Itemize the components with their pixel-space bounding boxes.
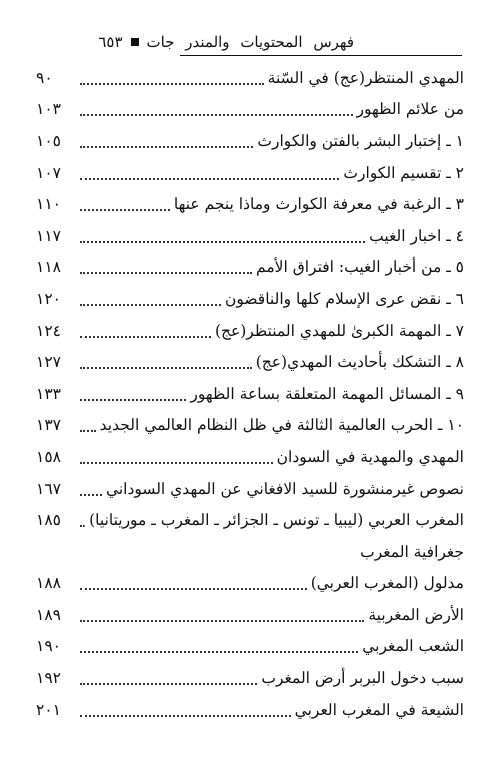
header-title: فهرس المحتويات والمندر جات bbox=[146, 33, 354, 51]
dot-leader bbox=[80, 697, 291, 717]
toc-entry-page: ٢٠١ bbox=[36, 700, 61, 719]
toc-entry-page: ١٦٧ bbox=[36, 479, 61, 498]
toc-entry-page: ١١٨ bbox=[36, 258, 61, 277]
toc-entry-page: ١٨٩ bbox=[36, 605, 61, 624]
toc-entry-page: ١٥٨ bbox=[36, 447, 61, 466]
toc-entry bbox=[36, 410, 464, 442]
toc-entry-title: ٥ ـ من أخبار الغيب: افتراق الأمم bbox=[256, 258, 464, 277]
toc-entry-page: ١٣٣ bbox=[36, 384, 61, 403]
dot-leader bbox=[80, 665, 257, 685]
toc-entry bbox=[36, 252, 464, 284]
toc-entry-page: ١١٠ bbox=[36, 195, 61, 214]
toc-entry bbox=[36, 378, 464, 410]
toc-entry-title: ٢ ـ تقسيم الكوارث bbox=[343, 163, 464, 182]
toc-entry bbox=[36, 94, 464, 126]
page-header bbox=[38, 30, 462, 54]
toc-entry bbox=[36, 157, 464, 189]
dot-leader bbox=[80, 223, 365, 243]
toc-entry-title: المهدي والمهدية في السودان bbox=[276, 447, 464, 466]
toc-entry-title: ٩ ـ المسائل المهمة المتعلقة بساعة الظهور bbox=[190, 384, 464, 403]
toc-entry-title: الأرض المغربية bbox=[368, 605, 464, 624]
dot-leader bbox=[80, 318, 211, 338]
toc-entry bbox=[36, 504, 464, 536]
toc-entry-title: ٣ ـ الرغبة في معرفة الكوارث وماذا ينجم عنها bbox=[173, 195, 464, 214]
toc-entry-page: ١٣٧ bbox=[36, 416, 61, 435]
dot-leader bbox=[80, 633, 358, 653]
dot-leader bbox=[80, 570, 307, 590]
toc-entry-page: ١٨٥ bbox=[36, 511, 61, 530]
dot-leader bbox=[80, 96, 353, 116]
toc-entry bbox=[36, 125, 464, 157]
toc-entry bbox=[36, 473, 464, 505]
toc-entry-page: ١٢٧ bbox=[36, 353, 61, 372]
dot-leader bbox=[80, 444, 273, 464]
dot-leader bbox=[80, 476, 102, 496]
dot-leader bbox=[80, 381, 186, 401]
toc-entry bbox=[36, 188, 464, 220]
toc-entry-title: المهدي المنتظر(عج) في السّنة bbox=[267, 68, 464, 87]
toc-entry-page: ١٢٤ bbox=[36, 321, 61, 340]
toc-entry bbox=[36, 568, 464, 600]
toc-entry-title: ١٠ ـ الحرب العالمية الثالثة في ظل النظام العالمي الجديد bbox=[99, 416, 464, 435]
toc-entry-title: مدلول (المغرب العربي) bbox=[310, 574, 464, 593]
toc-entry bbox=[36, 346, 464, 378]
toc-entry bbox=[36, 694, 464, 726]
dot-leader bbox=[80, 507, 85, 527]
toc-entry-page: ١٨٨ bbox=[36, 574, 61, 593]
dot-leader bbox=[80, 65, 264, 85]
header-page-number: ٦٥٣ bbox=[98, 33, 123, 51]
toc-entry-title: من علائم الظهور bbox=[356, 100, 464, 119]
toc-entry-title: سبب دخول البربر أرض المغرب bbox=[261, 669, 464, 688]
toc-entry bbox=[36, 441, 464, 473]
header-rule bbox=[180, 55, 462, 56]
toc-entry-page: ١٩٢ bbox=[36, 669, 61, 688]
dot-leader bbox=[80, 128, 253, 148]
toc-entry-title: ١ ـ إختبار البشر بالفتن والكوارث bbox=[257, 131, 464, 150]
toc-entry-title: ٤ ـ اخبار الغيب bbox=[369, 226, 464, 245]
toc-entry-page: ١٠٣ bbox=[36, 100, 61, 119]
dot-leader bbox=[80, 602, 364, 622]
toc-entry bbox=[36, 631, 464, 663]
dot-leader bbox=[80, 254, 252, 274]
toc-entry-title: ٧ ـ المهمة الكبرىٰ للمهدي المنتظر(عج) bbox=[214, 321, 464, 340]
dot-leader bbox=[80, 160, 339, 180]
square-bullet-icon bbox=[131, 38, 139, 46]
toc-entry bbox=[36, 62, 464, 94]
dot-leader bbox=[80, 349, 252, 369]
toc-entry-title: ٦ ـ نقض عرى الإسلام كلها والناقضون bbox=[224, 289, 464, 308]
toc-entry-page: ١٠٧ bbox=[36, 163, 61, 182]
toc-entry bbox=[36, 220, 464, 252]
dot-leader bbox=[80, 286, 221, 306]
table-of-contents bbox=[36, 62, 464, 725]
toc-entry-page: ١٢٠ bbox=[36, 289, 61, 308]
toc-entry-title: المغرب العربي (ليبيا ـ تونس ـ الجزائر ـ المغرب ـ موريتانيا) bbox=[89, 511, 464, 530]
toc-entry-page: ١٠٥ bbox=[36, 131, 61, 150]
toc-entry bbox=[36, 599, 464, 631]
toc-entry-page: ١٩٠ bbox=[36, 637, 61, 656]
toc-section-heading bbox=[36, 536, 464, 568]
toc-entry bbox=[36, 662, 464, 694]
toc-entry-page: ٩٠ bbox=[36, 68, 53, 87]
toc-entry-page: ١١٧ bbox=[36, 226, 61, 245]
toc-entry bbox=[36, 315, 464, 347]
toc-entry bbox=[36, 283, 464, 315]
toc-entry-title: ٨ ـ التشكك بأحاديث المهدي(عج) bbox=[255, 353, 464, 372]
toc-entry-title: الشعب المغربي bbox=[362, 637, 464, 656]
toc-entry-title: نصوص غيرمنشورة للسيد الافغاني عن المهدي السوداني bbox=[105, 479, 464, 498]
toc-entry-title: جغرافية المغرب bbox=[360, 542, 464, 561]
dot-leader bbox=[80, 191, 170, 211]
toc-entry-title: الشيعة في المغرب العربي bbox=[294, 700, 464, 719]
dot-leader bbox=[80, 412, 96, 432]
